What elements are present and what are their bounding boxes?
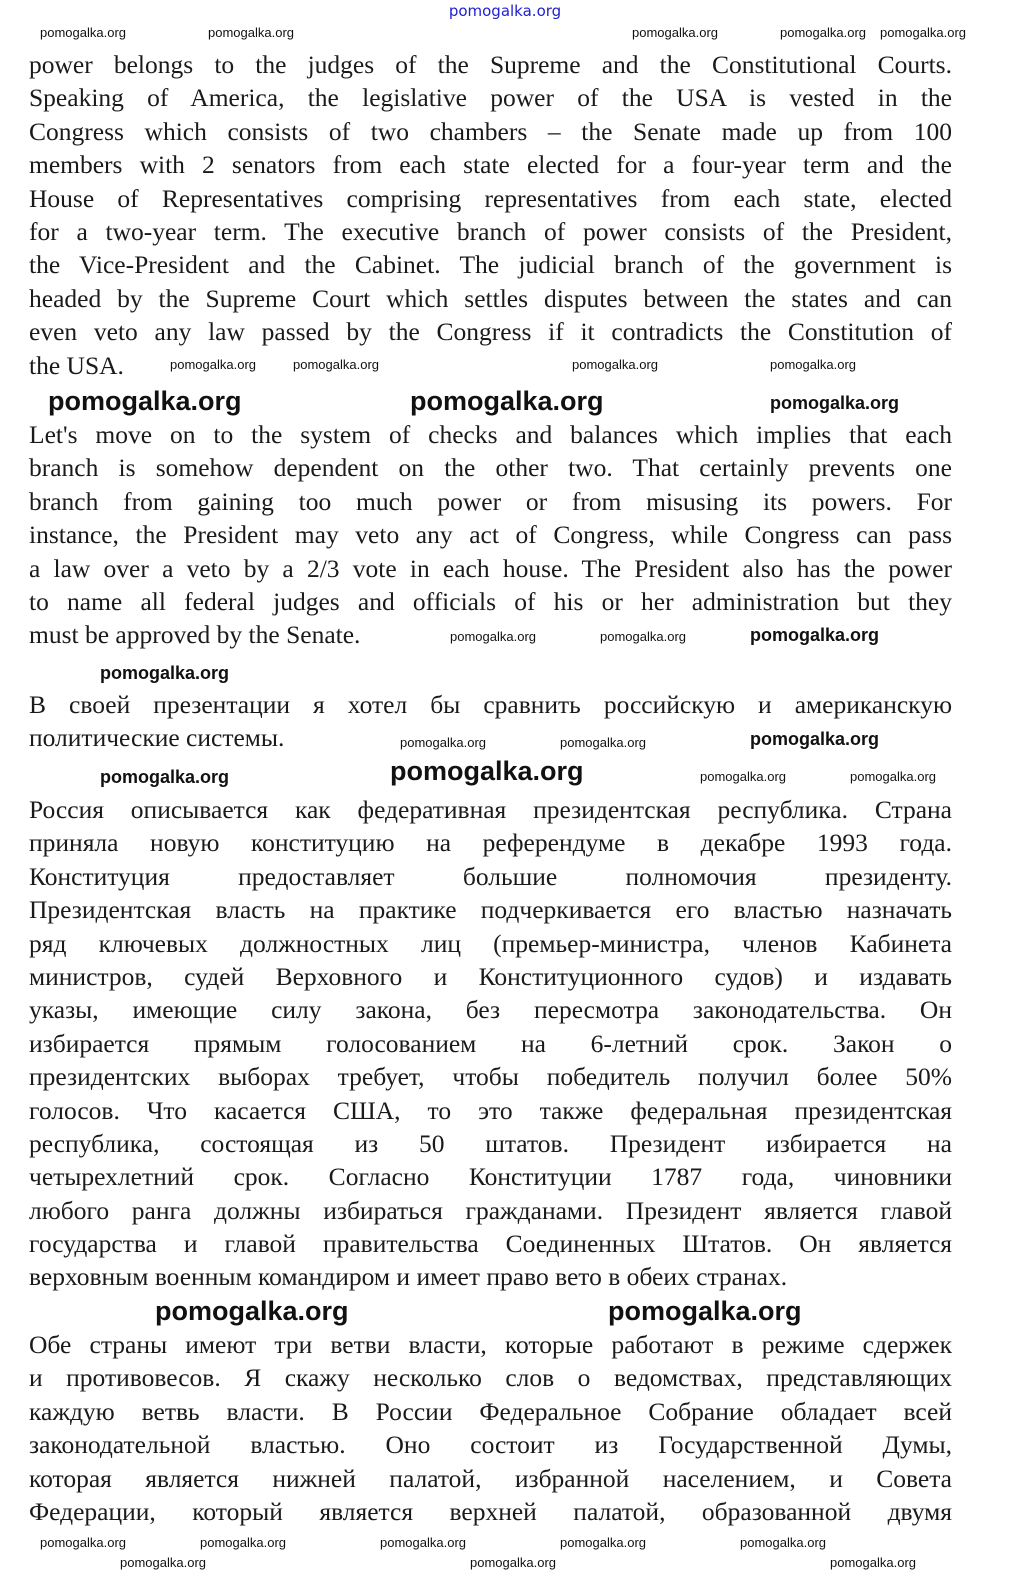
- text-line: headed by the Supreme Court which settles disputes between the states and can: [29, 283, 952, 313]
- text-line: избирается прямым голосованием на 6-летний срок. Закон о: [29, 1028, 952, 1058]
- paragraph: [29, 48, 952, 382]
- watermark: pomogalka.org: [100, 767, 230, 787]
- text-line: branch is somehow dependent on the other two. That certainly prevents one: [29, 453, 952, 483]
- watermark: pomogalka.org: [750, 729, 880, 749]
- text-line: a law over a veto by a 2/3 vote in each house. The President also has the power: [29, 553, 952, 583]
- text-line: которая является нижней палатой, избранной населением, и Совета: [29, 1463, 952, 1493]
- text-line: power belongs to the judges of the Supreme and the Constitutional Courts.: [29, 50, 952, 79]
- text-line: министров, судей Верховного и Конституционного судов) и издавать: [29, 961, 952, 991]
- text-line: приняла новую конституцию на референдуме в декабре 1993 года.: [29, 828, 952, 858]
- site-header-link[interactable]: pomogalka.org: [448, 2, 562, 20]
- text-line: ряд ключевых должностных лиц (премьер-министра, членов Кабинета: [29, 928, 952, 958]
- text-line: любого ранга должны избираться гражданами. Президент является главой: [29, 1195, 952, 1225]
- text-line: the Vice-President and the Cabinet. The judicial branch of the government is: [29, 250, 952, 280]
- text-line: members with 2 senators from each state elected for a four-year term and the: [29, 150, 952, 180]
- paragraph: [29, 418, 952, 652]
- watermark: pomogalka.org: [572, 357, 658, 372]
- watermark: pomogalka.org: [48, 386, 242, 416]
- watermark: pomogalka.org: [750, 625, 880, 645]
- watermark: pomogalka.org: [100, 663, 230, 683]
- watermark: pomogalka.org: [770, 357, 856, 372]
- text-line: республика, состоящая из 50 штатов. Президент избирается на: [29, 1128, 952, 1158]
- watermark: pomogalka.org: [780, 25, 866, 40]
- text-line: президентских выборах требует, чтобы победитель получил более 50%: [29, 1062, 952, 1092]
- watermark: pomogalka.org: [700, 769, 786, 784]
- text-line: even veto any law passed by the Congress if it contradicts the Constitution of: [29, 317, 952, 347]
- text-line: верховным военным командиром и имеет право вето в обеих странах.: [29, 1262, 788, 1292]
- watermark: pomogalka.org: [170, 357, 256, 372]
- watermark: pomogalka.org: [380, 1535, 466, 1550]
- text-line: и противовесов. Я скажу несколько слов о ведомствах, представляющих: [29, 1363, 952, 1393]
- text-line: Обе страны имеют три ветви власти, которые работают в режиме сдержек: [29, 1330, 952, 1359]
- watermark: pomogalka.org: [600, 629, 686, 644]
- watermark: pomogalka.org: [410, 386, 604, 416]
- text-line: голосов. Что касается США, то это также федеральная президентская: [29, 1095, 952, 1125]
- watermark: pomogalka.org: [450, 629, 536, 644]
- text-line: четырехлетний срок. Согласно Конституции 1787 года, чиновники: [29, 1162, 952, 1192]
- watermark: pomogalka.org: [40, 25, 126, 40]
- text-line: Президентская власть на практике подчеркивается его властью назначать: [29, 895, 952, 925]
- text-line: to name all federal judges and officials of his or her administration but they: [29, 586, 952, 616]
- text-line: Speaking of America, the legislative power of the USA is vested in the: [29, 83, 952, 113]
- text-line: for a two-year term. The executive branch of power consists of the President,: [29, 216, 952, 246]
- watermark: pomogalka.org: [208, 25, 294, 40]
- paragraph: [29, 1328, 952, 1528]
- text-line: Конституция предоставляет большие полномочия президенту.: [29, 861, 952, 891]
- watermark: pomogalka.org: [608, 1296, 802, 1326]
- watermark: pomogalka.org: [880, 25, 966, 40]
- text-line: the USA.: [29, 350, 124, 380]
- text-line: Федерации, который является верхней палатой, образованной двумя: [29, 1496, 952, 1526]
- watermark: pomogalka.org: [740, 1535, 826, 1550]
- paragraph: [29, 793, 952, 1294]
- watermark: pomogalka.org: [120, 1555, 206, 1570]
- text-line: каждую ветвь власти. В России Федеральное Собрание обладает всей: [29, 1396, 952, 1426]
- watermark: pomogalka.org: [40, 1535, 126, 1550]
- text-line: Let's move on to the system of checks and balances which implies that each: [29, 420, 952, 449]
- watermark: pomogalka.org: [200, 1535, 286, 1550]
- text-line: Россия описывается как федеративная президентская республика. Страна: [29, 795, 952, 824]
- watermark: pomogalka.org: [632, 25, 718, 40]
- watermark: pomogalka.org: [390, 756, 584, 786]
- text-line: must be approved by the Senate.: [29, 620, 361, 650]
- text-line: законодательной властью. Оно состоит из Государственной Думы,: [29, 1430, 952, 1460]
- text-line: Congress which consists of two chambers – the Senate made up from 100: [29, 116, 952, 146]
- watermark: pomogalka.org: [470, 1555, 556, 1570]
- watermark: pomogalka.org: [770, 393, 900, 413]
- watermark: pomogalka.org: [400, 735, 486, 750]
- watermark: pomogalka.org: [560, 1535, 646, 1550]
- watermark: pomogalka.org: [560, 735, 646, 750]
- text-line: политические системы.: [29, 723, 285, 753]
- text-line: instance, the President may veto any act of Congress, while Congress can pass: [29, 520, 952, 550]
- text-line: branch from gaining too much power or from misusing its powers. For: [29, 486, 952, 516]
- watermark: pomogalka.org: [155, 1296, 349, 1326]
- watermark: pomogalka.org: [830, 1555, 916, 1570]
- text-line: указы, имеющие силу закона, без пересмотра законодательства. Он: [29, 995, 952, 1025]
- text-line: государства и главой правительства Соединенных Штатов. Он является: [29, 1229, 952, 1259]
- watermark: pomogalka.org: [293, 357, 379, 372]
- text-line: House of Representatives comprising representatives from each state, elected: [29, 183, 952, 213]
- watermark: pomogalka.org: [850, 769, 936, 784]
- text-line: В своей презентации я хотел бы сравнить российскую и американскую: [29, 690, 952, 719]
